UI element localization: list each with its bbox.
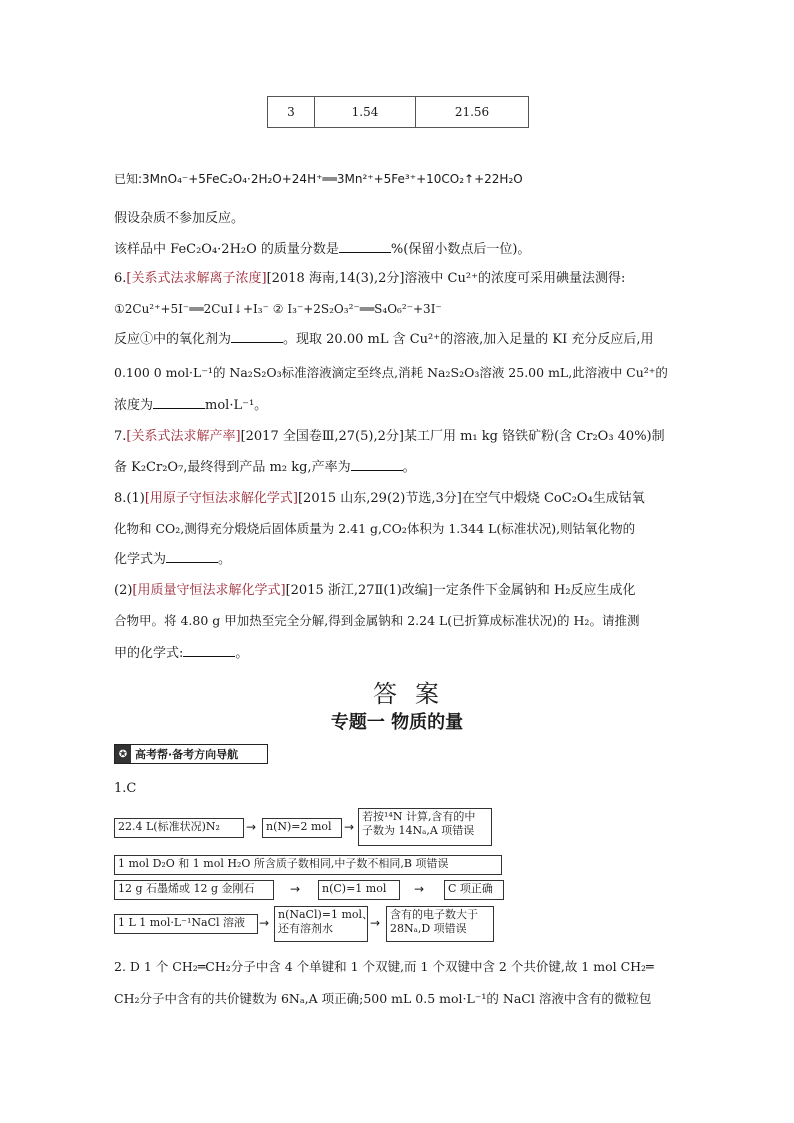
- known-rest: ·2H₂O+24H⁺══3Mn²⁺+5Fe³⁺+10CO₂↑+22H₂O: [247, 172, 523, 186]
- arrow-right-icon: →: [246, 820, 257, 834]
- table-row: [268, 97, 529, 128]
- q6-header: [114, 270, 625, 288]
- q8-line3: [114, 550, 231, 569]
- flow-box: 1 L 1 mol·L⁻¹NaCl 溶液: [114, 914, 258, 934]
- q6-line1: [114, 330, 654, 349]
- table-cell: 1.54: [315, 97, 416, 128]
- q8-l1: [2015 山东,29(2)节选,3分]在空气中煅烧 CoC₂O₄生成钴氧: [297, 491, 645, 506]
- flow-box: 1 mol D₂O 和 1 mol H₂O 所含质子数相同,中子数不相同,B 项错误: [114, 855, 502, 875]
- flow-text: 28Nₐ,D 项错误: [390, 922, 467, 935]
- q8-p2-l1: [2015 浙江,27Ⅱ(1)改编]一定条件下金属钠和 H₂反应生成化: [285, 583, 636, 598]
- q8-part2-line2: 合物甲。将 4.80 g 甲加热至完全分解,得到金属钠和 2.24 L(已折算成标准状况)的 H₂。请推测: [114, 613, 640, 628]
- sample-question: [114, 240, 530, 259]
- q8-tag: [用原子守恒法求解化学式]: [144, 491, 298, 506]
- q8-l3-post: 。: [218, 552, 232, 567]
- flow-text: 子数为 14Nₐ,A 项错误: [362, 824, 475, 837]
- assume-text: 假设杂质不参加反应。: [114, 211, 245, 226]
- flow-box-multiline: [358, 808, 492, 846]
- known-mid: +5FeC: [188, 172, 228, 186]
- answer-subtitle: 专题一 物质的量: [330, 712, 464, 733]
- flow-text: 还有溶剂水: [278, 922, 333, 935]
- q8-part2-line1: [114, 582, 636, 600]
- q7-l2-post: 。: [402, 460, 416, 475]
- flow-box: n(C)=1 mol: [318, 880, 400, 900]
- flow-box: C 项正确: [444, 880, 504, 900]
- q8-p2-l3-post: 。: [235, 646, 249, 661]
- q8-line1: [114, 490, 645, 508]
- flow-box-multiline: [386, 906, 494, 942]
- q6-l3-post: mol·L⁻¹。: [205, 398, 268, 413]
- known-lead: 已知:3Mn: [114, 172, 168, 186]
- arrow-right-icon: →: [370, 916, 381, 930]
- flow-text: n(NaCl)=1 mol、: [278, 908, 374, 921]
- table-cell: 3: [268, 97, 315, 128]
- sample-pre: 该样品中 FeC₂O₄·2H₂O 的质量分数是: [114, 242, 339, 257]
- arrow-right-icon: →: [259, 916, 270, 930]
- known-c2o4: ₂O₄: [227, 172, 248, 186]
- data-table: [267, 96, 529, 128]
- q8-p2-tag: [用质量守恒法求解化学式]: [132, 583, 286, 598]
- q8-line2: 化物和 CO₂,测得充分煅烧后固体质量为 2.41 g,CO₂体积为 1.344 L(标准状况),则钴氧化物的: [114, 521, 636, 536]
- q7-l2-pre: 备 K₂Cr₂O₇,最终得到产品 m₂ kg,产率为: [114, 460, 351, 475]
- known-reaction: [114, 170, 523, 188]
- answer-blank[interactable]: [153, 396, 205, 409]
- answer-title: 答案: [373, 680, 457, 708]
- a2-line1: 2. D 1 个 CH₂═CH₂分子中含 4 个单键和 1 个双键,而 1 个双键中含 2 个共价键,故 1 mol CH₂═: [114, 959, 654, 974]
- q7-number: 7.: [114, 429, 127, 444]
- q7-l1: [2017 全国卷Ⅲ,27(5),2分]某工厂用 m₁ kg 铬铁矿粉(含 Cr₂O₃ 40%)制: [240, 429, 665, 444]
- flow-text: 若按¹⁴N 计算,含有的中: [362, 810, 476, 823]
- q6-tag: [关系式法求解离子浓度]: [126, 271, 267, 286]
- section-banner: [114, 744, 268, 764]
- q8-p2-number: (2): [114, 583, 133, 598]
- answer-blank[interactable]: [183, 644, 235, 657]
- arrow-right-icon: →: [414, 882, 425, 896]
- q6-l1-post: 。现取 20.00 mL 含 Cu²⁺的溶液,加入足量的 KI 充分反应后,用: [283, 332, 654, 347]
- banner-label: 高考帮·备考方向导航: [135, 748, 239, 761]
- arrow-right-icon: →: [344, 820, 355, 834]
- q6-l1-pre: 反应①中的氧化剂为: [114, 332, 232, 347]
- q6-equations: ①2Cu²⁺+5I⁻══2CuI↓+I₃⁻ ② I₃⁻+2S₂O₃²⁻══S₄O₆²⁻+3I⁻: [114, 302, 442, 316]
- flow-box: n(N)=2 mol: [262, 818, 342, 838]
- a1-label: 1.C: [114, 781, 137, 796]
- q6-source: [2018 海南,14(3),2分]溶液中 Cu²⁺的浓度可采用碘量法测得:: [266, 271, 626, 286]
- answer-blank[interactable]: [166, 550, 218, 563]
- q8-number: 8.(1): [114, 491, 145, 506]
- flow-box: 12 g 石墨烯或 12 g 金刚石: [114, 880, 274, 900]
- q8-p2-l3-pre: 甲的化学式:: [114, 646, 184, 661]
- q6-l3-pre: 浓度为: [114, 398, 154, 413]
- q6-line2: 0.100 0 mol·L⁻¹的 Na₂S₂O₃标准溶液滴定至终点,消耗 Na₂S₂O₃溶液 25.00 mL,此溶液中 Cu²⁺的: [114, 365, 668, 380]
- flow-text: 含有的电子数大于: [390, 908, 478, 921]
- lightbulb-icon: ✪: [115, 745, 131, 763]
- known-o4: O₄⁻: [167, 172, 189, 186]
- a2-line2: CH₂分子中含有的共价键数为 6Nₐ,A 项正确;500 mL 0.5 mol·L⁻¹的 NaCl 溶液中含有的微粒包: [114, 991, 652, 1006]
- flow-box: 22.4 L(标准状况)N₂: [114, 818, 244, 838]
- q7-tag: [关系式法求解产率]: [126, 429, 241, 444]
- flow-box-multiline: [274, 906, 374, 942]
- q7-line1: [114, 428, 665, 446]
- sample-post: %(保留小数点后一位)。: [390, 242, 531, 257]
- answer-blank[interactable]: [339, 240, 391, 253]
- q6-number: 6.: [114, 271, 127, 286]
- answer-blank[interactable]: [351, 458, 403, 471]
- q8-part2-line3: [114, 644, 248, 663]
- q8-l3-pre: 化学式为: [114, 552, 167, 567]
- q6-line3: [114, 396, 267, 415]
- answer-blank[interactable]: [231, 330, 283, 343]
- arrow-right-icon: →: [290, 882, 301, 896]
- table-cell: 21.56: [416, 97, 529, 128]
- q7-line2: [114, 458, 416, 477]
